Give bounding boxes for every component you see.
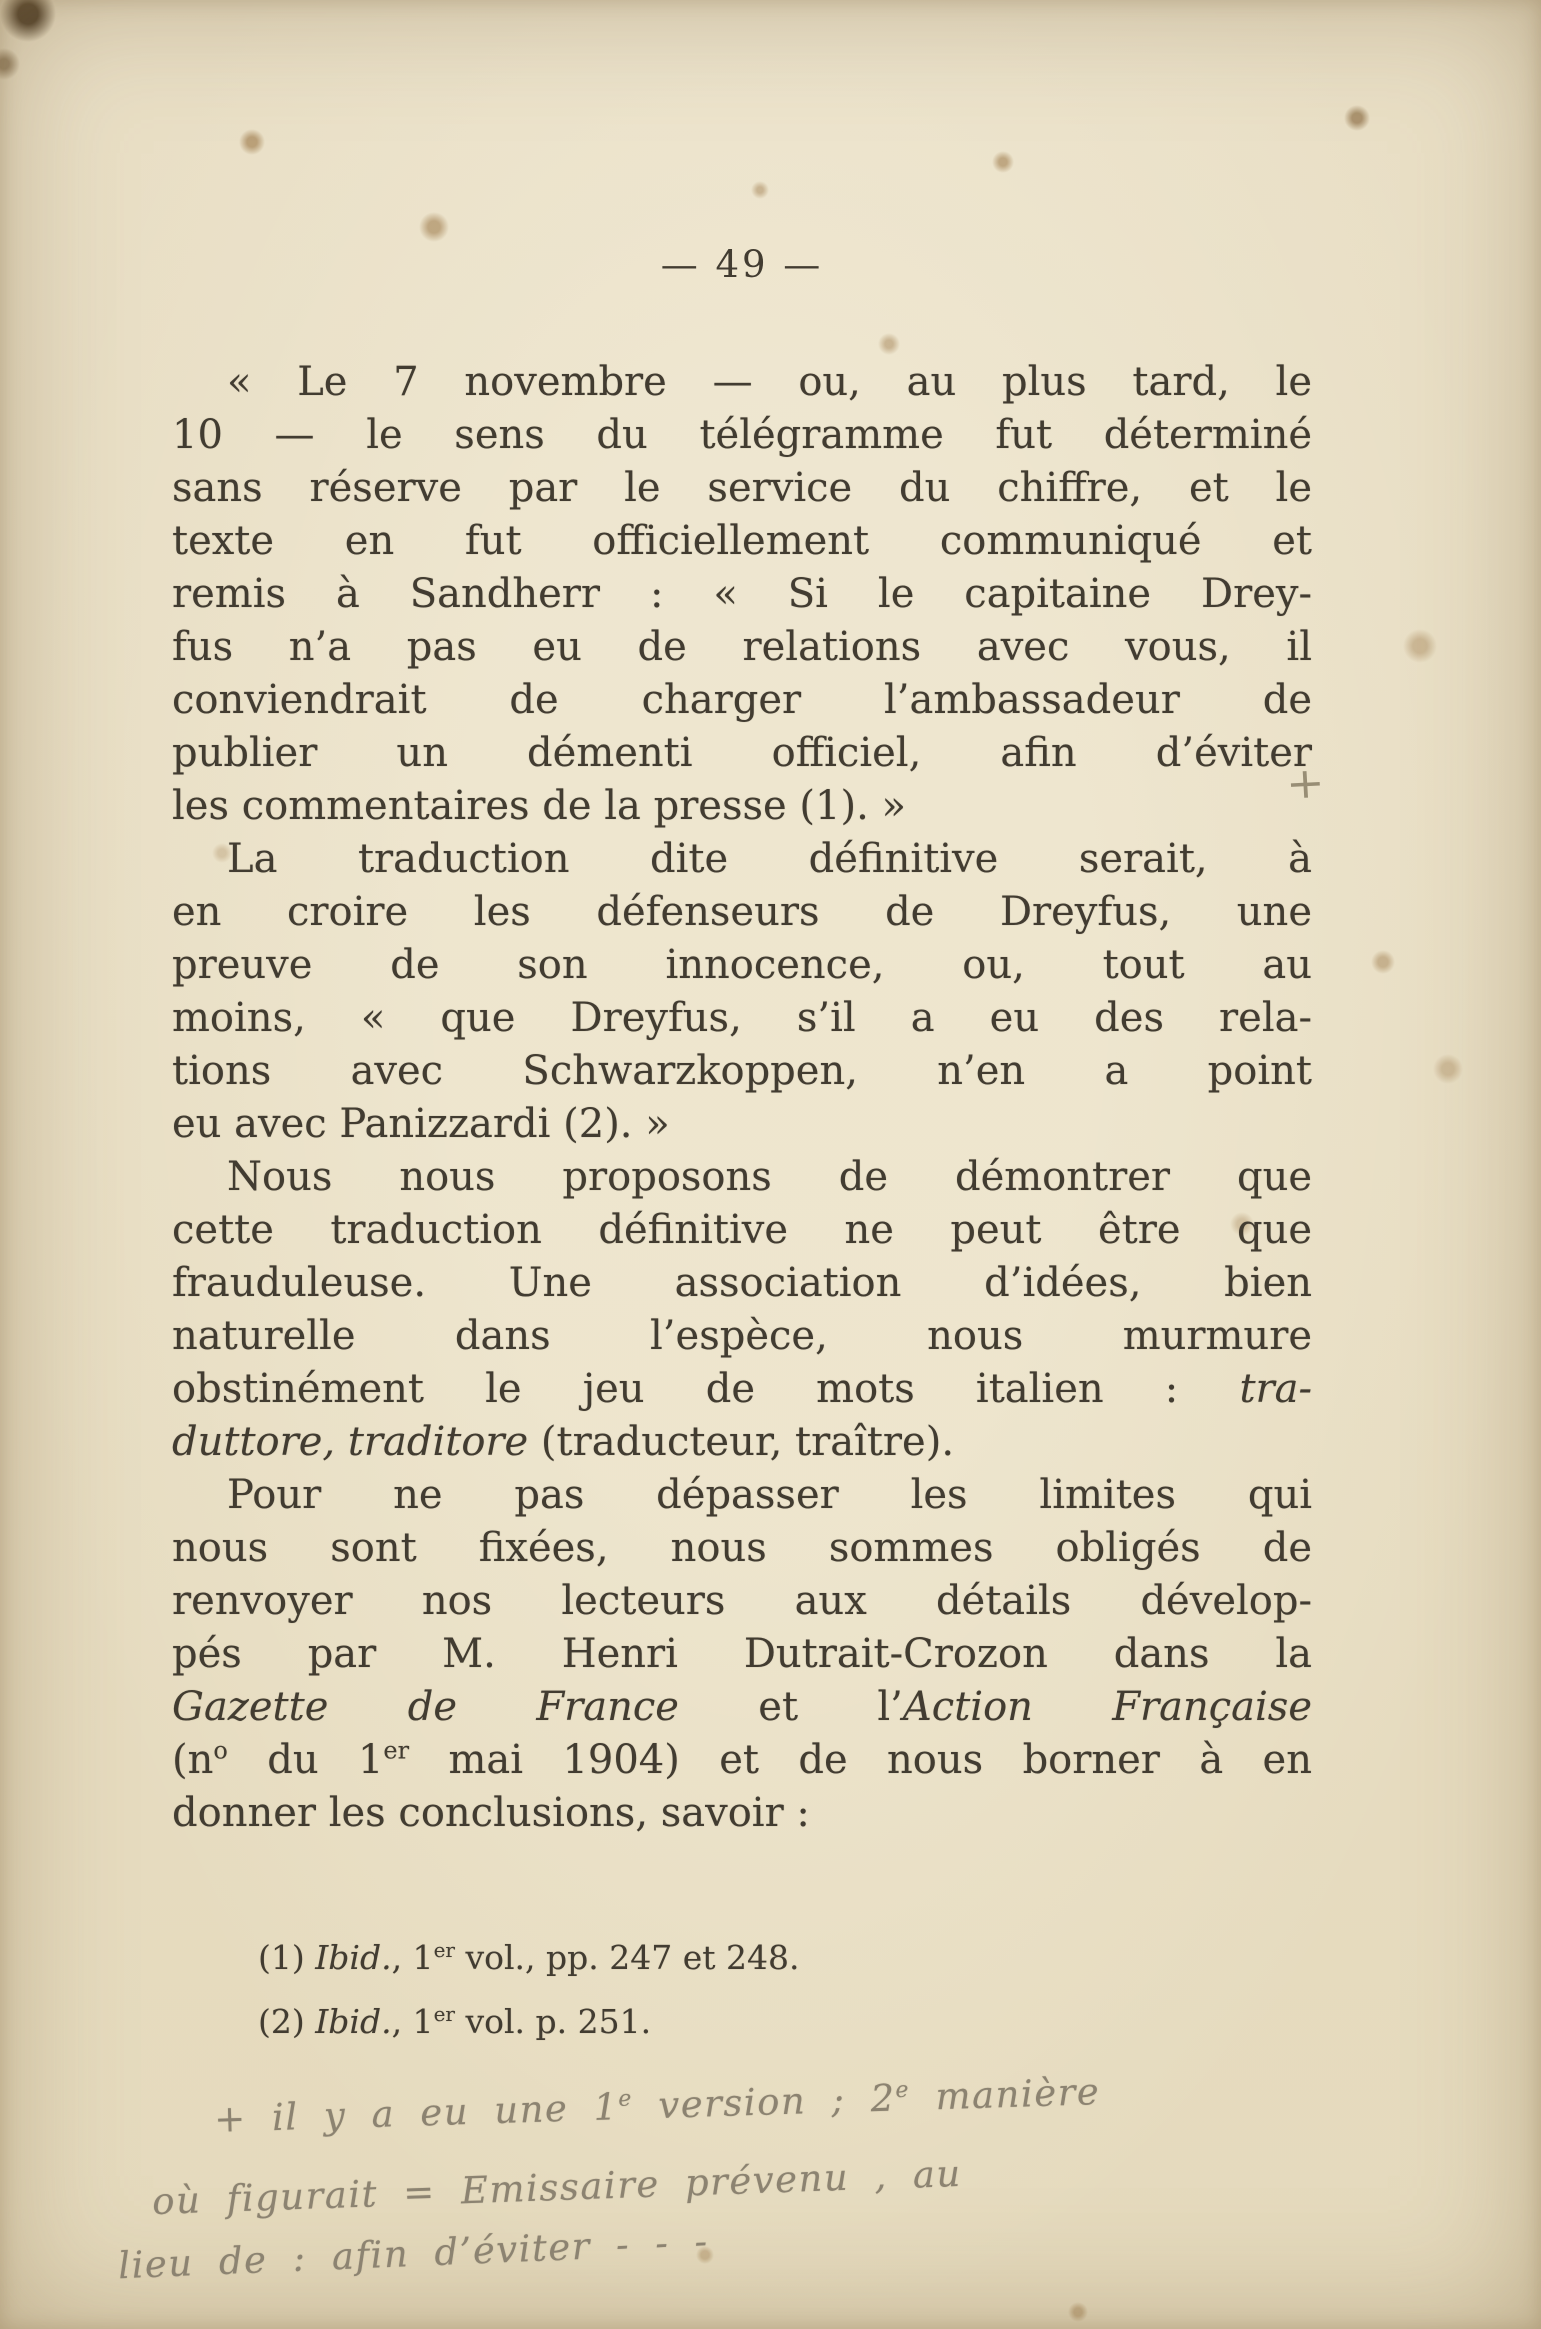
paragraph (172, 1469, 1312, 1840)
text-line: sans réserve par le service du chiffre, et le (172, 465, 1312, 511)
text-line: La traduction dite définitive serait, à (227, 836, 1312, 882)
margin-plus-mark: + (1284, 757, 1326, 809)
body-text (172, 356, 1312, 1840)
text-line: Nous nous proposons de démontrer que (227, 1154, 1312, 1200)
text-line: en croire les défenseurs de Dreyfus, une (172, 889, 1312, 935)
text-line: tions avec Schwarzkoppen, n’en a point (172, 1048, 1312, 1094)
text-line: obstinément le jeu de mots italien : tra- (172, 1366, 1312, 1412)
text-line: « Le 7 novembre — ou, au plus tard, le (227, 359, 1312, 405)
text-line: eu avec Panizzardi (2). » (172, 1101, 670, 1147)
text-line: frauduleuse. Une association d’idées, bien (172, 1260, 1312, 1306)
text-line: renvoyer nos lecteurs aux détails dévelop- (172, 1578, 1312, 1624)
footnote-line: (1) Ibid., 1er vol., pp. 247 et 248. (258, 1938, 800, 1977)
text-line: nous sont fixées, nous sommes obligés de (172, 1525, 1312, 1571)
text-line: publier un démenti officiel, afin d’éviter (172, 730, 1312, 776)
text-line: les commentaires de la presse (1). » (172, 783, 906, 829)
text-line: cette traduction définitive ne peut être que (172, 1207, 1312, 1253)
paragraph (172, 1151, 1312, 1469)
text-line: texte en fut officiellement communiqué et (172, 518, 1312, 564)
text-line: conviendrait de charger l’ambassadeur de (172, 677, 1312, 723)
text-line: pés par M. Henri Dutrait-Crozon dans la (172, 1631, 1312, 1677)
text-line: Gazette de France et l’Action Française (172, 1684, 1312, 1730)
paragraph (172, 833, 1312, 1151)
text-line: fus n’a pas eu de relations avec vous, il (172, 624, 1312, 670)
text-line: Pour ne pas dépasser les limites qui (227, 1472, 1312, 1518)
page-number: — 49 — (660, 243, 824, 286)
text-line: preuve de son innocence, ou, tout au (172, 942, 1312, 988)
paragraph (172, 356, 1312, 833)
handwritten-annotation-line-1: + il y a eu une 1e version ; 2e manière (213, 2070, 1101, 2141)
text-line: 10 — le sens du télégramme fut déterminé (172, 412, 1312, 458)
text-line: duttore, traditore (traducteur, traître). (172, 1419, 955, 1465)
text-line: ($n^o$ du 1er mai 1904) et de nous borner à en (172, 1736, 1312, 1783)
footnote-line: (2) Ibid., 1er vol. p. 251. (258, 2002, 652, 2041)
text-line: naturelle dans l’espèce, nous murmure (172, 1313, 1312, 1359)
text-line: remis à Sandherr : « Si le capitaine Drey- (172, 571, 1312, 617)
footnotes (258, 1926, 1318, 2054)
handwritten-annotation-line-3: lieu de : afin d’éviter - - - (117, 2219, 710, 2288)
handwritten-annotation-line-2: où figurait = Emissaire prévenu , au (151, 2151, 963, 2224)
text-line: donner les conclusions, savoir : (172, 1790, 810, 1836)
text-line: moins, « que Dreyfus, s’il a eu des rela- (172, 995, 1312, 1041)
